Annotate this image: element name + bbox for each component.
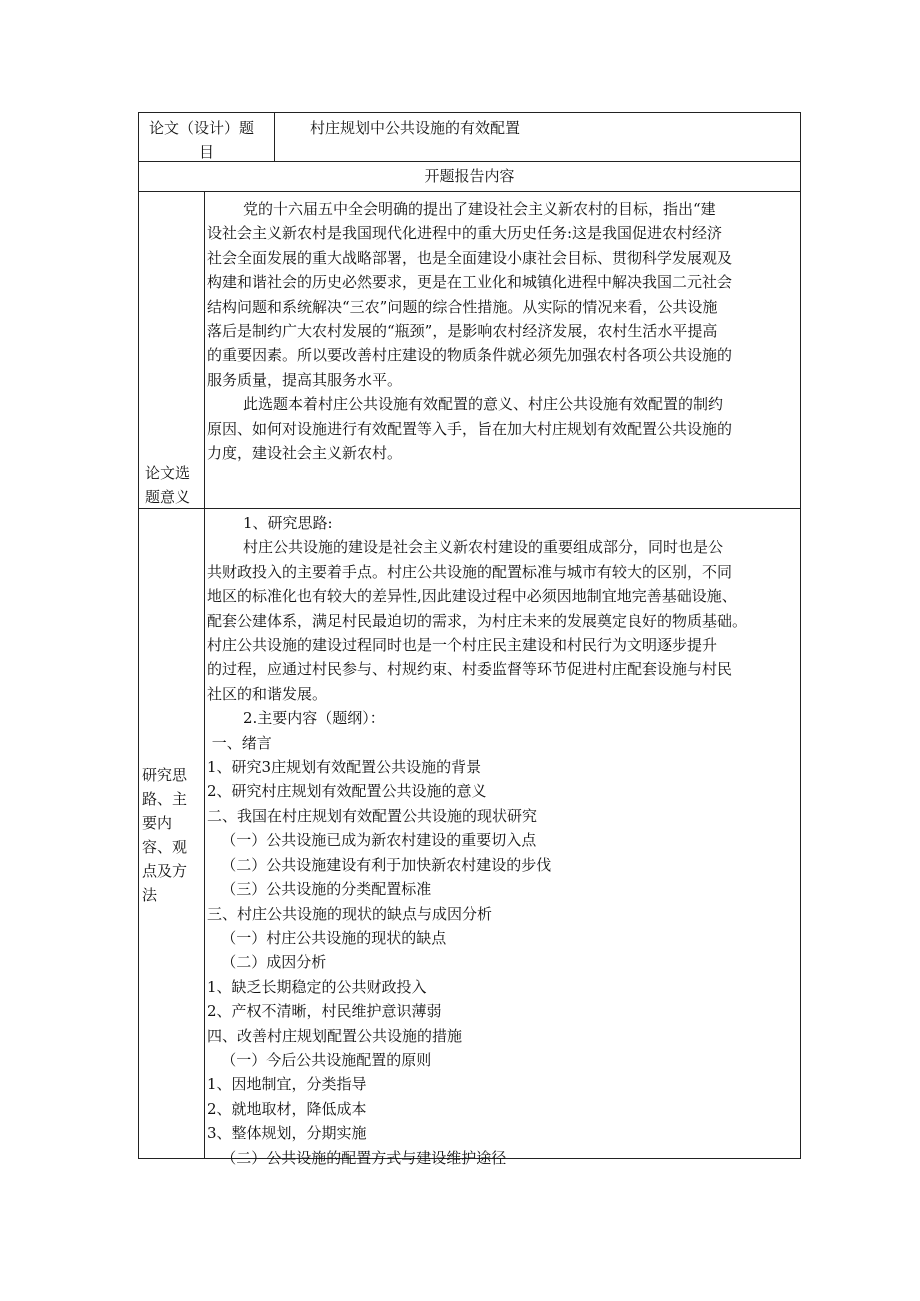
text-line: 的过程，应通过村民参与、村规约束、村委监督等环节促进村庄配套设施与村民 [207, 660, 733, 679]
outline-item: （二）成因分析 [207, 953, 327, 972]
title-value: 村庄规划中公共设施的有效配置 [310, 119, 521, 137]
research-label-line: 路、主 [142, 790, 188, 808]
thinking-heading: 1、研究思路: [243, 514, 333, 532]
outline-item: （一）村庄公共设施的现状的缺点 [207, 928, 447, 947]
significance-label-line2: 题意义 [145, 488, 191, 506]
outline-item: 2、产权不清晰，村民维护意识薄弱 [207, 1002, 442, 1021]
outline-item: （二）公共设施的配置方式与建设维护途径 [207, 1148, 507, 1167]
significance-text [207, 197, 732, 465]
research-label-line: 要内 [142, 814, 173, 832]
text-line: 党的十六届五中全会明确的提出了建设社会主义新农村的目标，指出“建 [243, 200, 716, 218]
research-label-line: 容、观 [142, 838, 188, 856]
research-label [142, 763, 202, 907]
text-line: 的重要因素。所以要改善村庄建设的物质条件就必须先加强农村各项公共设施的 [207, 346, 733, 365]
outline-item: 2、就地取材，降低成本 [207, 1099, 367, 1118]
outline-item: （三）公共设施的分类配置标准 [207, 880, 432, 899]
outline-item: 三、村庄公共设施的现状的缺点与成因分析 [207, 904, 493, 923]
text-line: 此选题本着村庄公共设施有效配置的意义、村庄公共设施有效配置的制约 [243, 395, 724, 414]
column-divider [274, 113, 275, 161]
text-line: 地区的标准化也有较大的差异性,因此建设过程中必须因地制宜地完善基础设施、 [207, 587, 737, 606]
text-line: 配套公建体系，满足村民最迫切的需求，为村庄未来的发展奠定良好的物质基础。 [207, 611, 748, 630]
title-label-line2: 目 [199, 143, 215, 161]
proposal-table [138, 112, 801, 1167]
text-line: 社区的和谐发展。 [207, 684, 328, 703]
text-line: 村庄公共设施的建设是社会主义新农村建设的重要组成部分，同时也是公 [243, 538, 724, 557]
text-line: 力度，建设社会主义新农村。 [207, 444, 403, 463]
title-label-line1: 论文（设计）题 [149, 119, 255, 137]
text-line: 结构问题和系统解决“三农”问题的综合性措施。从实际的情况来看，公共设施 [207, 297, 718, 316]
text-line: 落后是制约广大农村发展的“瓶颈”，是影响农村经济发展，农村生活水平提高 [207, 322, 718, 341]
outline-item: （二）公共设施建设有利于加快新农村建设的步伐 [207, 855, 552, 874]
research-label-line: 研究思 [142, 766, 188, 784]
research-label-line: 点及方 [142, 862, 188, 880]
significance-label-line1: 论文选 [145, 464, 191, 482]
text-line: 共财政投入的主要着手点。村庄公共设施的配置标准与城市有较大的区别，不同 [207, 562, 733, 581]
research-label-line: 法 [142, 886, 158, 904]
research-text [207, 511, 747, 1170]
outline-item: 一、绪言 [207, 733, 272, 752]
text-line: 设社会主义新农村是我国现代化进程中的重大历史任务:这是我国促进农村经济 [207, 224, 723, 243]
outline-heading: 2.主要内容（题纲）： [243, 709, 385, 728]
column-divider [204, 191, 205, 1158]
row-divider [139, 161, 800, 162]
text-line: 原因、如何对设施进行有效配置等入手，旨在加大村庄规划有效配置公共设施的 [207, 419, 733, 438]
outline-item: （一）今后公共设施配置的原则 [207, 1050, 432, 1069]
section-heading: 开题报告内容 [424, 167, 515, 185]
text-line: 社会全面发展的重大战略部署，也是全面建设小康社会目标、贯彻科学发展观及 [207, 248, 733, 267]
outline-item: 二、我国在村庄规划有效配置公共设施的现状研究 [207, 806, 538, 825]
outline-item: 1、研究3庄规划有效配置公共设施的背景 [207, 758, 482, 777]
outline-item: 1、缺乏长期稳定的公共财政投入 [207, 977, 427, 996]
text-line: 构建和谐社会的历史必然要求，更是在工业化和城镇化进程中解决我国二元社会 [207, 273, 733, 292]
text-line: 村庄公共设施的建设过程同时也是一个村庄民主建设和村民行为文明逐步提升 [207, 636, 718, 655]
outline-item: 1、因地制宜，分类指导 [207, 1075, 367, 1094]
outline-item: （一）公共设施已成为新农村建设的重要切入点 [207, 831, 537, 850]
outline-item: 四、改善村庄规划配置公共设施的措施 [207, 1026, 463, 1045]
text-line: 服务质量，提高其服务水平。 [207, 370, 403, 389]
significance-label [145, 461, 205, 509]
row-divider [139, 191, 800, 192]
outline-item: 3、整体规划，分期实施 [207, 1124, 367, 1143]
outline-item: 2、研究村庄规划有效配置公共设施的意义 [207, 782, 487, 801]
row-divider [139, 508, 800, 509]
